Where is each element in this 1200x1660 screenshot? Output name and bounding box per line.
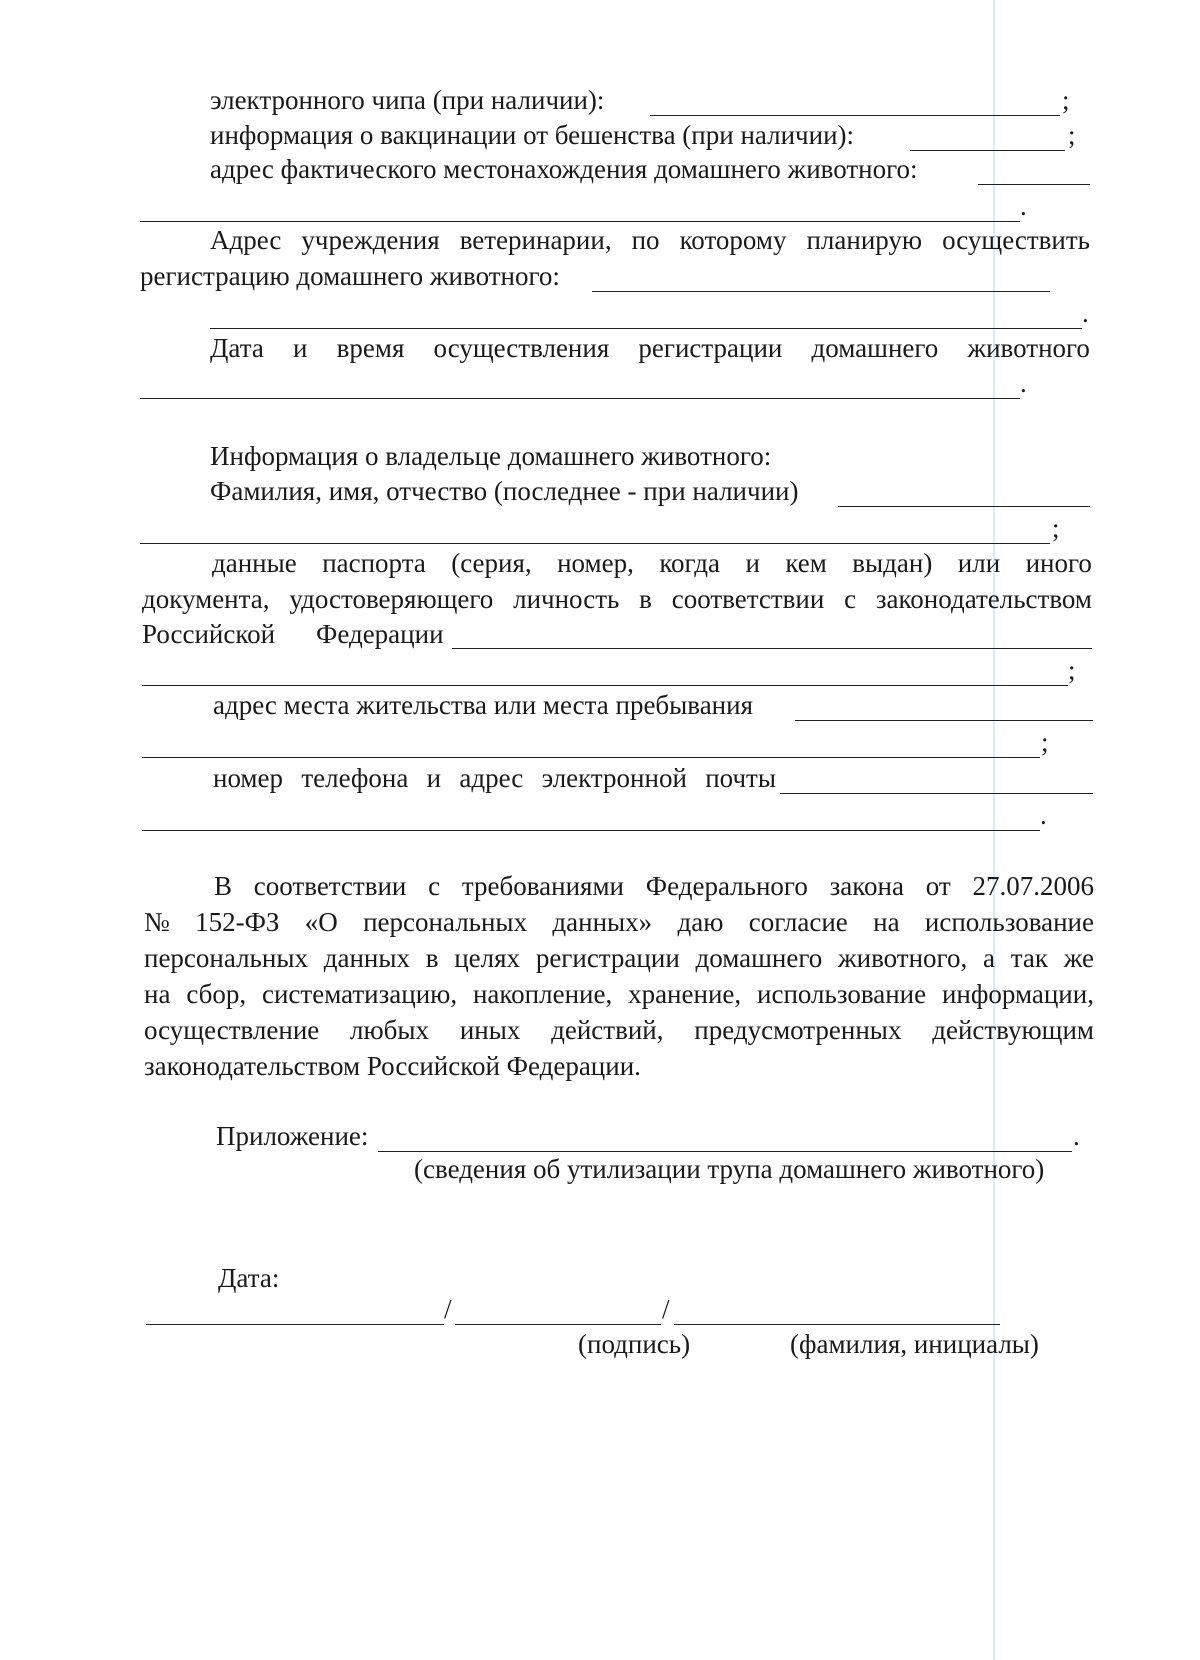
reg-date-line: Дата и время осуществления регистрации домашнего животного xyxy=(210,333,1090,363)
date-label: Дата: xyxy=(218,1263,280,1293)
fio-semicolon: ; xyxy=(1052,513,1060,543)
contacts-field-b[interactable] xyxy=(142,830,1040,831)
attachment-field[interactable] xyxy=(378,1151,1072,1152)
owner-heading: Информация о владельце домашнего животного: xyxy=(210,441,772,471)
attachment-label: Приложение: xyxy=(216,1121,369,1151)
reg-date-field[interactable] xyxy=(140,398,1020,399)
location-label: адрес фактического местонахождения домашнего животного: xyxy=(210,154,918,184)
vet-address-line2: регистрацию домашнего животного: xyxy=(140,261,560,291)
name-caption: (фамилия, инициалы) xyxy=(790,1329,1039,1359)
passport-line3-a: Российской xyxy=(142,619,276,649)
vet-address-period: . xyxy=(1082,298,1089,328)
date-field[interactable] xyxy=(146,1324,444,1325)
consent-line1: В соответствии с требованиями Федерального закона от 27.07.2006 xyxy=(214,871,1094,901)
passport-line3-b: Федерации xyxy=(316,619,444,649)
location-field-b[interactable] xyxy=(140,221,1020,222)
rabies-label: информация о вакцинации от бешенства (при наличии): xyxy=(210,120,855,150)
vet-address-field-a[interactable] xyxy=(592,291,1050,292)
address-field-b[interactable] xyxy=(142,757,1040,758)
consent-line4: на сбор, систематизацию, накопление, хранение, использование информации, xyxy=(144,979,1094,1009)
vet-address-line1: Адрес учреждения ветеринарии, по которому планирую осуществить xyxy=(210,225,1090,255)
location-period: . xyxy=(1020,191,1027,221)
consent-line3: персональных данных в целях регистрации домашнего животного, а так же xyxy=(144,943,1094,973)
name-field[interactable] xyxy=(674,1324,1000,1325)
rabies-semicolon: ; xyxy=(1068,120,1076,150)
address-label: адрес места жительства или места пребывания xyxy=(213,690,753,720)
vet-address-field-b[interactable] xyxy=(210,328,1082,329)
address-field-a[interactable] xyxy=(795,720,1093,721)
signature-field[interactable] xyxy=(455,1324,661,1325)
fio-label: Фамилия, имя, отчество (последнее - при наличии) xyxy=(210,476,799,506)
chip-label: электронного чипа (при наличии): xyxy=(210,85,605,115)
rabies-field[interactable] xyxy=(910,150,1065,151)
address-semicolon: ; xyxy=(1041,727,1049,757)
consent-line2: № 152-ФЗ «О персональных данных» даю согласие на использование xyxy=(144,907,1094,937)
reg-date-period: . xyxy=(1020,368,1027,398)
passport-line2: документа, удостоверяющего личность в соответствии с законодательством xyxy=(142,584,1092,614)
date-slash: / xyxy=(444,1294,452,1324)
contacts-label: номер телефона и адрес электронной почты xyxy=(213,763,776,793)
consent-line6: законодательством Российской Федерации. xyxy=(144,1051,641,1081)
consent-line5: осуществление любых иных действий, предусмотренных действующим xyxy=(144,1015,1094,1045)
passport-line1: данные паспорта (серия, номер, когда и кем выдан) или иного xyxy=(212,548,1092,578)
fio-field-b[interactable] xyxy=(140,543,1050,544)
passport-field-a[interactable] xyxy=(452,648,1092,649)
attachment-caption: (сведения об утилизации трупа домашнего животного) xyxy=(414,1154,1045,1184)
location-field-a[interactable] xyxy=(978,184,1090,185)
contacts-period: . xyxy=(1040,800,1047,830)
chip-field[interactable] xyxy=(650,115,1060,116)
attachment-period: . xyxy=(1073,1121,1080,1151)
signature-caption: (подпись) xyxy=(578,1329,691,1359)
chip-semicolon: ; xyxy=(1062,85,1070,115)
contacts-field-a[interactable] xyxy=(780,793,1093,794)
passport-field-b[interactable] xyxy=(142,685,1068,686)
signature-slash: / xyxy=(662,1294,670,1324)
fio-field-a[interactable] xyxy=(838,506,1090,507)
passport-semicolon: ; xyxy=(1068,655,1076,685)
